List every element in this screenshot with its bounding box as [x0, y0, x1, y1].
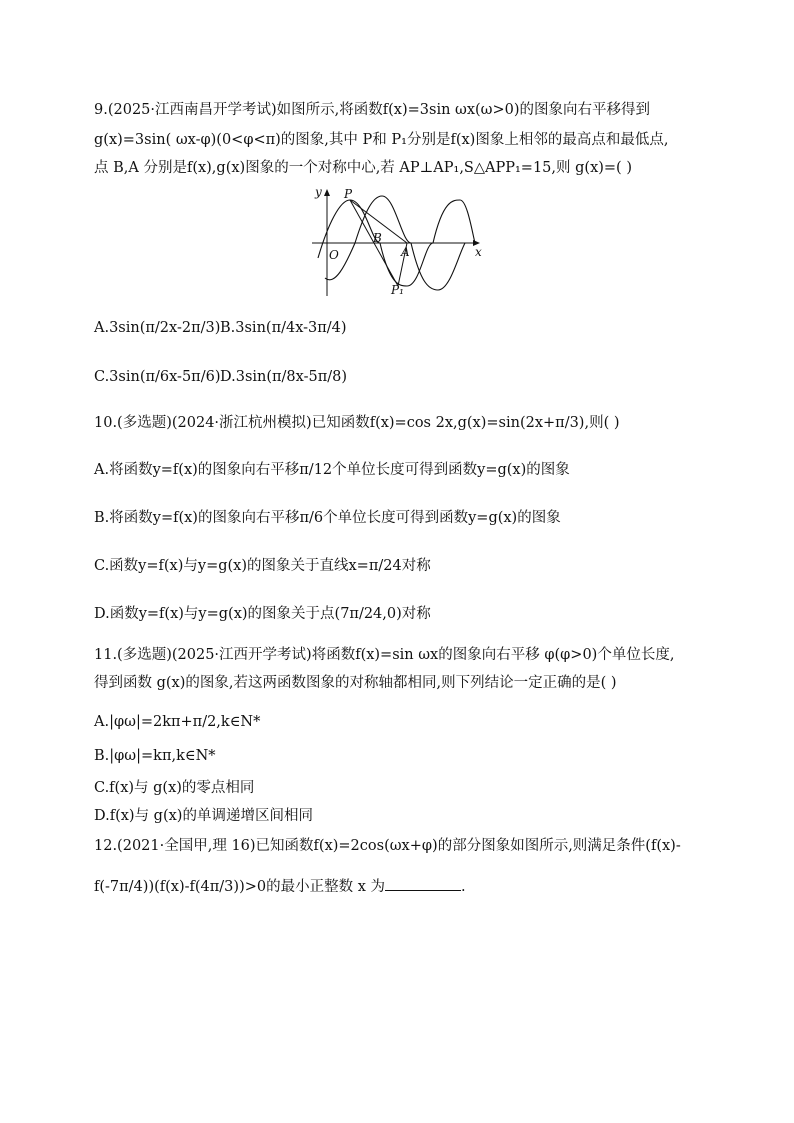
label-y: y — [315, 186, 322, 199]
q9-option-c: C.3sin(π/6x-5π/6) — [94, 369, 221, 385]
q10-stem: 10.(多选题)(2024·浙江杭州模拟)已知函数f(x)=cos 2x,g(x)=sin(2x+π/3),则( ) — [94, 415, 620, 431]
q11-option-c: C.f(x)与 g(x)的零点相同 — [94, 780, 255, 796]
q9-option-b: B.3sin(π/4x-3π/4) — [220, 320, 347, 336]
q12-line-2: f(-7π/4))(f(x)-f(4π/3))>0的最小正整数 x 为 . — [94, 876, 466, 897]
q10-option-a: A.将函数y=f(x)的图象向右平移π/12个单位长度可得到函数y=g(x)的图象 — [94, 462, 570, 478]
q10-option-d: D.函数y=f(x)与y=g(x)的图象关于点(7π/24,0)对称 — [94, 606, 431, 622]
y-axis-arrow — [324, 189, 330, 196]
q9-line-1: 9.(2025·江西南昌开学考试)如图所示,将函数f(x)=3sin ωx(ω>0)的图象向右平移得到 — [94, 102, 651, 118]
q9-figure — [310, 186, 490, 298]
label-P: P — [344, 187, 353, 201]
q11-option-a: A.|φω|=2kπ+π/2,k∈N* — [94, 714, 261, 730]
label-P1: P₁ — [391, 283, 404, 297]
q10-option-b: B.将函数y=f(x)的图象向右平移π/6个单位长度可得到函数y=g(x)的图象 — [94, 510, 561, 526]
q10-option-c: C.函数y=f(x)与y=g(x)的图象关于直线x=π/24对称 — [94, 558, 431, 574]
answer-blank[interactable] — [385, 876, 461, 891]
label-x: x — [475, 245, 482, 259]
label-A: A — [401, 245, 410, 259]
q9-line-2: g(x)=3sin( ωx-φ)(0<φ<π)的图象,其中 P和 P₁分别是f(x)图象上相邻的最高点和最低点, — [94, 132, 669, 148]
label-O: O — [329, 248, 339, 262]
q9-line-3: 点 B,A 分别是f(x),g(x)图象的一个对称中心,若 AP⊥AP₁,S△APP₁=15,则 g(x)=( ) — [94, 160, 632, 176]
label-B: B — [373, 231, 382, 245]
q12-line-2-text: f(-7π/4))(f(x)-f(4π/3))>0的最小正整数 x 为 — [94, 879, 385, 895]
q11-option-d: D.f(x)与 g(x)的单调递增区间相同 — [94, 808, 313, 824]
q11-option-b: B.|φω|=kπ,k∈N* — [94, 748, 216, 764]
q9-option-d: D.3sin(π/8x-5π/8) — [220, 369, 348, 385]
q11-line-1: 11.(多选题)(2025·江西开学考试)将函数f(x)=sin ωx的图象向右平移 φ(φ>0)个单位长度, — [94, 647, 675, 663]
q9-option-a: A.3sin(π/2x-2π/3) — [94, 320, 221, 336]
q11-line-2: 得到函数 g(x)的图象,若这两函数图象的对称轴都相同,则下列结论一定正确的是( ) — [94, 675, 617, 691]
q12-line-1: 12.(2021·全国甲,理 16)已知函数f(x)=2cos(ωx+φ)的部分图象如图所示,则满足条件(f(x)- — [94, 838, 681, 854]
